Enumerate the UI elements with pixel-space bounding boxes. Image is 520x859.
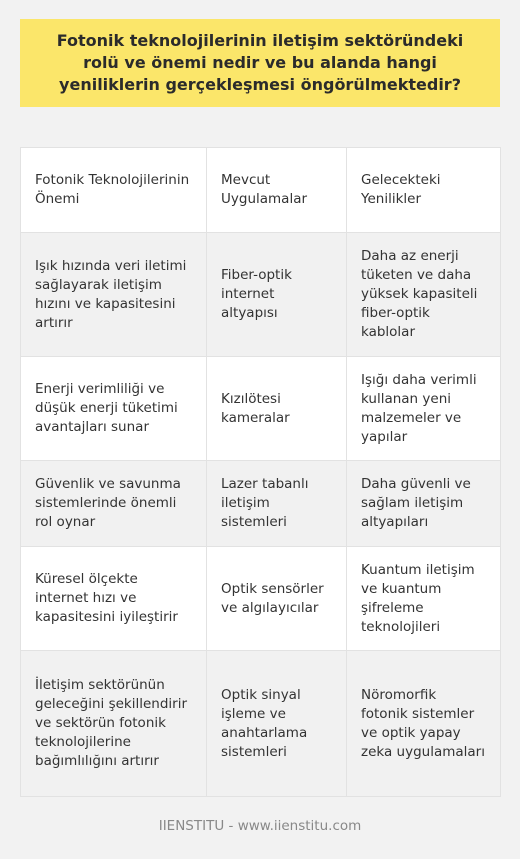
table-row (21, 357, 501, 461)
title-banner (20, 19, 500, 107)
table-cell: Güvenlik ve savunma sistemlerinde önemli rol oynar (21, 461, 207, 547)
table-cell: Kuantum iletişim ve kuantum şifreleme teknolojileri (347, 547, 501, 651)
table-row (21, 651, 501, 797)
page-title: Fotonik teknolojilerinin iletişim sektöründeki rolü ve önemi nedir ve bu alanda hangi yeniliklerin gerçekleşmesi öngörülmektedir? (56, 31, 464, 94)
table-cell: Nöromorfik fotonik sistemler ve optik yapay zeka uygulamaları (347, 651, 501, 797)
table-cell: Daha güvenli ve sağlam iletişim altyapıları (347, 461, 501, 547)
footer-credit: IIENSTITU - www.iienstitu.com (158, 818, 362, 834)
table-cell: Işığı daha verimli kullanan yeni malzemeler ve yapılar (347, 357, 501, 461)
table-cell: Kızılötesi kameralar (207, 357, 347, 461)
table-cell: Enerji verimliliği ve düşük enerji tüketimi avantajları sunar (21, 357, 207, 461)
table-cell: Fiber-optik internet altyapısı (207, 233, 347, 357)
table-header-row (21, 148, 501, 233)
table-cell: Küresel ölçekte internet hızı ve kapasitesini iyileştirir (21, 547, 207, 651)
header-cell-importance: Fotonik Teknolojilerinin Önemi (21, 148, 207, 233)
table-row (21, 547, 501, 651)
header-cell-current-applications: Mevcut Uygulamalar (207, 148, 347, 233)
table-row (21, 461, 501, 547)
table-cell: İletişim sektörünün geleceğini şekillendirir ve sektörün fotonik teknolojilerine bağımlılığını artırır (21, 651, 207, 797)
table-cell: Daha az enerji tüketen ve daha yüksek kapasiteli fiber-optik kablolar (347, 233, 501, 357)
table-cell: Lazer tabanlı iletişim sistemleri (207, 461, 347, 547)
table-cell: Optik sensörler ve algılayıcılar (207, 547, 347, 651)
table-row (21, 233, 501, 357)
table-cell: Işık hızında veri iletimi sağlayarak iletişim hızını ve kapasitesini artırır (21, 233, 207, 357)
comparison-table (20, 147, 501, 797)
table-cell: Optik sinyal işleme ve anahtarlama sistemleri (207, 651, 347, 797)
header-cell-future-innovations: Gelecekteki Yenilikler (347, 148, 501, 233)
